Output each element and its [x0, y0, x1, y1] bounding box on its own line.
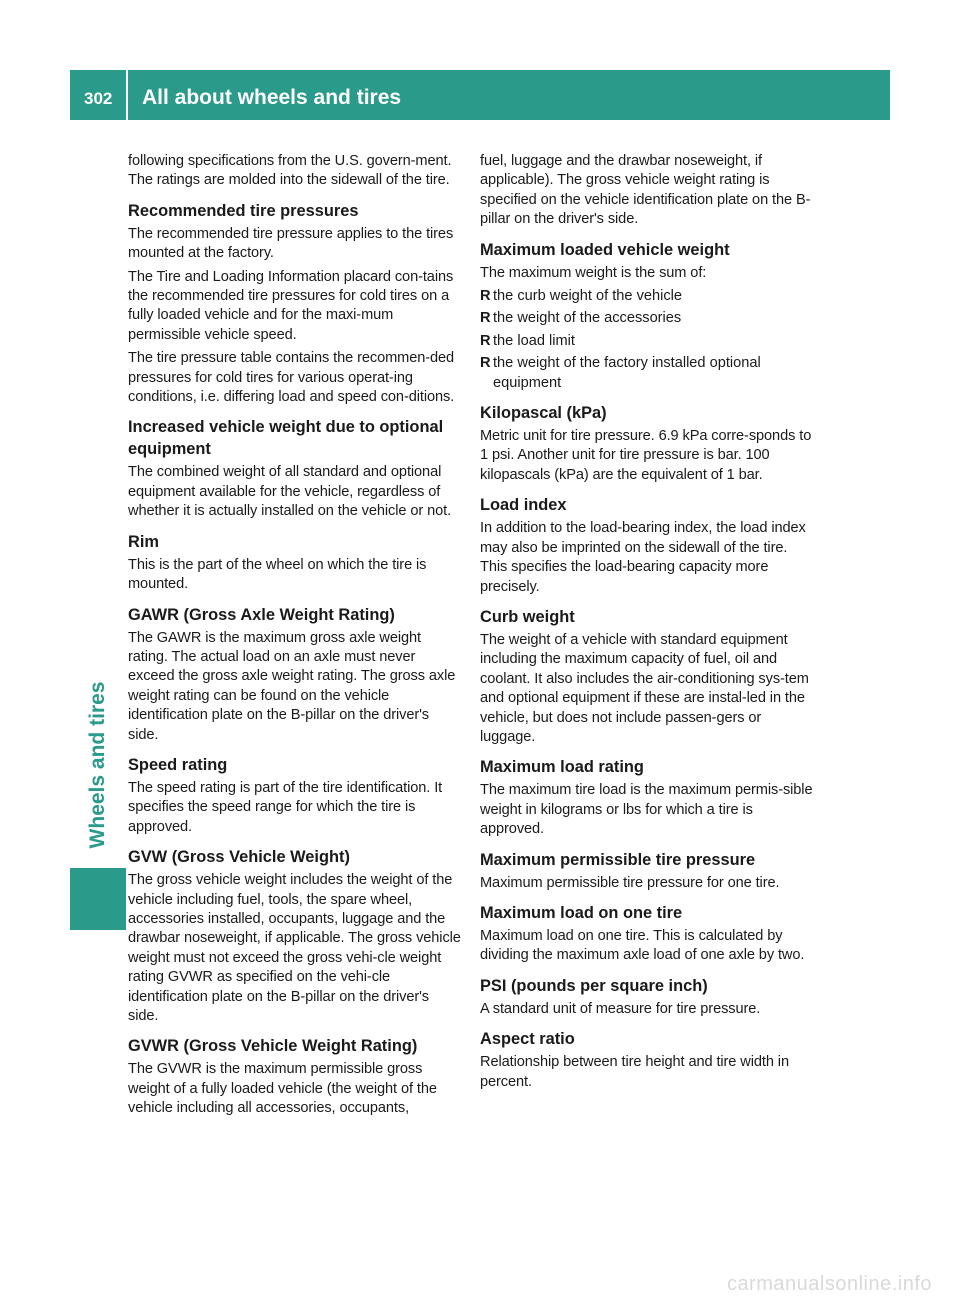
section-heading: GVWR (Gross Vehicle Weight Rating)	[128, 1037, 418, 1056]
paragraph: The recommended tire pressure applies to the tires mounted at the factory.	[128, 225, 454, 262]
bullet-icon: R	[480, 355, 491, 372]
list-item	[480, 332, 814, 351]
list-item	[480, 309, 814, 328]
paragraph: following specifications from the U.S. govern-ment. The ratings are molded into the sidewall of the tire.	[128, 153, 452, 189]
paragraph: Maximum load on one tire. This is calculated by dividing the maximum axle load of one axle by two.	[480, 927, 805, 964]
paragraph: Maximum permissible tire pressure for one tire.	[480, 874, 780, 891]
paragraph: This is the part of the wheel on which the tire is mounted.	[128, 556, 427, 593]
bullet-list	[480, 287, 814, 393]
section-heading: Rim	[128, 532, 159, 551]
paragraph: In addition to the load-bearing index, the load index may also be imprinted on the sidewall of the tire. This specifies the load-bearing capacity more precisely.	[480, 520, 806, 595]
paragraph: fuel, luggage and the drawbar noseweight, if applicable). The gross vehicle weight rating is specified on the vehicle identification plate on the B-pillar on the driver's side.	[480, 153, 811, 228]
page-title: All about wheels and tires	[142, 86, 402, 109]
section-heading: PSI (pounds per square inch)	[480, 976, 708, 995]
section-heading: GAWR (Gross Axle Weight Rating)	[128, 605, 395, 624]
section-heading: Speed rating	[128, 755, 228, 774]
bullet-icon: R	[480, 288, 491, 305]
paragraph: The Tire and Loading Information placard con-tains the recommended tire pressures for cold tires on a fully loaded vehicle and for the maxi-mum permissible vehicle speed.	[128, 268, 454, 343]
paragraph: The combined weight of all standard and optional equipment available for the vehicle, regardless of whether it is actually installed on the vehicle or not.	[128, 464, 452, 520]
section-heading: Increased vehicle weight due to optional equipment	[128, 418, 444, 459]
side-tab-label: Wheels and tires	[86, 681, 109, 849]
bullet-icon: R	[480, 310, 491, 327]
list-item-text: the load limit	[493, 332, 575, 349]
section-heading: Kilopascal (kPa)	[480, 404, 607, 423]
paragraph: Relationship between tire height and tire width in percent.	[480, 1054, 789, 1090]
paragraph: The tire pressure table contains the recommen-ded pressures for cold tires for various operat-ing conditions, i.e. differing load and speed con-ditions.	[128, 350, 455, 406]
list-item	[480, 354, 814, 393]
section-heading: Maximum load on one tire	[480, 903, 683, 922]
section-heading: Maximum load rating	[480, 758, 644, 777]
list-item-text: the curb weight of the vehicle	[493, 288, 683, 305]
section-heading: Maximum permissible tire pressure	[480, 850, 756, 869]
section-heading: Curb weight	[480, 607, 575, 626]
side-tab-marker	[70, 868, 126, 930]
paragraph: A standard unit of measure for tire pressure.	[480, 1000, 761, 1017]
paragraph: The maximum weight is the sum of:	[480, 264, 707, 281]
watermark: carmanualsonline.info	[726, 1273, 932, 1295]
paragraph: The weight of a vehicle with standard equipment including the maximum capacity of fuel, oil and coolant. It also includes the air-conditioning sys-tem and optional equipment if these are instal-led in the vehicle, but does not include passen-gers or luggage.	[480, 631, 809, 745]
section-heading: Aspect ratio	[480, 1030, 575, 1049]
paragraph: Metric unit for tire pressure. 6.9 kPa corre-sponds to 1 psi. Another unit for tire pressure is bar. 100 kilopascals (kPa) are the equivalent of 1 bar.	[480, 428, 812, 483]
list-item	[480, 287, 814, 306]
list-item-text: the weight of the factory installed optional equipment	[493, 355, 761, 391]
paragraph: The GVWR is the maximum permissible gross weight of a fully loaded vehicle (the weight of the vehicle including all accessories, occupants,	[128, 1061, 437, 1117]
section-heading: Recommended tire pressures	[128, 201, 359, 220]
section-heading: GVW (Gross Vehicle Weight)	[128, 848, 350, 867]
left-column	[128, 152, 462, 1123]
paragraph: The gross vehicle weight includes the weight of the vehicle including fuel, tools, the spare wheel, accessories installed, occupants, luggage and the drawbar noseweight, if applicable. The gross vehicle weight must not exceed the gross vehi-cle weight rating GVWR as specified on the vehi-cle identification plate on the B-pillar on the driver's side.	[128, 872, 461, 1024]
list-item-text: the weight of the accessories	[493, 310, 682, 327]
paragraph: The maximum tire load is the maximum permis-sible weight in kilograms or lbs for which a tire is approved.	[480, 782, 813, 838]
paragraph: The speed rating is part of the tire identification. It specifies the speed range for which the tire is approved.	[128, 779, 443, 835]
section-heading: Load index	[480, 496, 567, 515]
page-number: 302	[84, 89, 113, 108]
paragraph: The GAWR is the maximum gross axle weight rating. The actual load on an axle must never exceed the gross axle weight rating. The gross axle weight rating can be found on the vehicle identification plate on the B-pillar on the driver's side.	[128, 629, 456, 743]
right-column	[480, 152, 814, 1096]
bullet-icon: R	[480, 332, 491, 349]
section-heading: Maximum loaded vehicle weight	[480, 240, 730, 259]
